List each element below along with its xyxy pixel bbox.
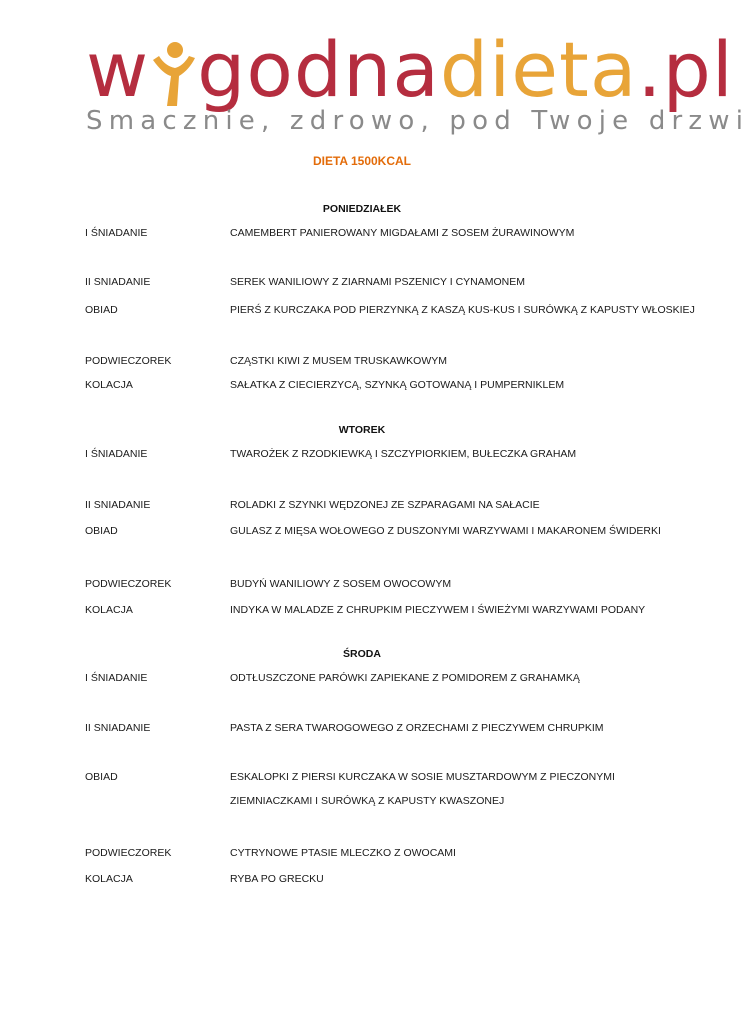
meal-label: PODWIECZOREK [85,847,172,859]
meal-label: II SNIADANIE [85,499,151,511]
meal-dish: SAŁATKA Z CIECIERZYCĄ, SZYNKĄ GOTOWANĄ I PUMPERNIKLEM [230,379,565,391]
logo-text-w: w [86,25,150,114]
meal-label: PODWIECZOREK [85,355,172,367]
meal-dish: RYBA PO GRECKU [230,873,324,885]
meal-dish: PASTA Z SERA TWAROGOWEGO Z ORZECHAMI Z PIECZYWEM CHRUPKIM [230,722,604,734]
meal-dish: GULASZ Z MIĘSA WOŁOWEGO Z DUSZONYMI WARZYWAMI I MAKARONEM ŚWIDERKI [230,525,661,537]
day-heading: PONIEDZIAŁEK [322,203,402,215]
person-figure-icon [149,30,197,110]
meal-label: I ŚNIADANIE [85,227,148,239]
logo-text-pl: .pl [637,25,734,114]
meal-dish: CZĄSTKI KIWI Z MUSEM TRUSKAWKOWYM [230,355,448,367]
day-heading: ŚRODA [343,648,381,660]
meal-dish: ESKALOPKI Z PIERSI KURCZAKA W SOSIE MUSZTARDOWYM Z PIECZONYMI [230,771,615,783]
meal-label: PODWIECZOREK [85,578,172,590]
meal-label: OBIAD [85,771,118,783]
meal-dish: TWAROŻEK Z RZODKIEWKĄ I SZCZYPIORKIEM, BUŁECZKA GRAHAM [230,448,577,460]
diet-title: DIETA 1500KCAL [312,154,412,168]
meal-dish-continued: ZIEMNIACZKAMI I SURÓWKĄ Z KAPUSTY KWASZONEJ [230,795,505,807]
day-heading: WTOREK [338,424,386,436]
meal-dish: BUDYŃ WANILIOWY Z SOSEM OWOCOWYM [230,578,452,590]
meal-label: I ŚNIADANIE [85,448,148,460]
meal-dish: INDYKA W MALADZE Z CHRUPKIM PIECZYWEM I ŚWIEŻYMI WARZYWAMI PODANY [230,604,646,616]
meal-dish: CYTRYNOWE PTASIE MLECZKO Z OWOCAMI [230,847,456,859]
meal-dish: PIERŚ Z KURCZAKA POD PIERZYNKĄ Z KASZĄ KUS-KUS I SURÓWKĄ Z KAPUSTY WŁOSKIEJ [230,304,695,316]
meal-label: KOLACJA [85,604,133,616]
logo-tagline: Smacznie, zdrowo, pod Twoje drzwi [86,106,749,136]
meal-dish: CAMEMBERT PANIEROWANY MIGDAŁAMI Z SOSEM ŻURAWINOWYM [230,227,575,239]
logo-text-godna: godna [197,25,440,114]
meal-label: II SNIADANIE [85,722,151,734]
meal-label: OBIAD [85,304,118,316]
meal-label: I ŚNIADANIE [85,672,148,684]
meal-dish: SEREK WANILIOWY Z ZIARNAMI PSZENICY I CYNAMONEM [230,276,526,288]
brand-logo [86,25,734,114]
meal-dish: ODTŁUSZCZONE PARÓWKI ZAPIEKANE Z POMIDOREM Z GRAHAMKĄ [230,672,580,684]
meal-label: OBIAD [85,525,118,537]
meal-label: II SNIADANIE [85,276,151,288]
meal-label: KOLACJA [85,379,133,391]
meal-dish: ROLADKI Z SZYNKI WĘDZONEJ ZE SZPARAGAMI NA SAŁACIE [230,499,540,511]
logo-text-dieta: dieta [439,25,638,114]
meal-label: KOLACJA [85,873,133,885]
